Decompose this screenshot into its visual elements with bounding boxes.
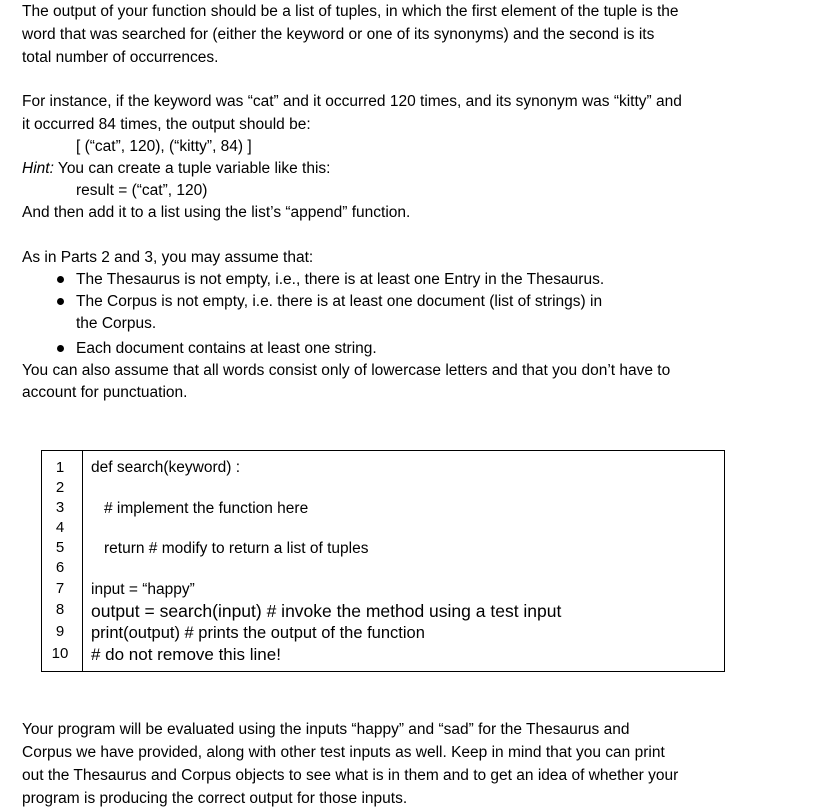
line-number: 9	[55, 623, 65, 640]
code-gutter-divider	[82, 450, 83, 672]
line-number: 10	[51, 645, 69, 662]
closing-line-2: Corpus we have provided, along with other test inputs as well. Keep in mind that you can print	[22, 744, 665, 761]
bullet-item-3: Each document contains at least one string.	[76, 340, 377, 357]
assumptions-extra-2: account for punctuation.	[22, 384, 188, 401]
line-number: 7	[55, 580, 65, 597]
code-line-comment: # do not remove this line!	[91, 645, 281, 664]
hint-line	[22, 158, 330, 180]
assumptions-intro: As in Parts 2 and 3, you may assume that:	[22, 249, 314, 266]
assumptions-extra-1: You can also assume that all words consist only of lowercase letters and that you don’t have to	[22, 362, 671, 379]
bullet-item-2-cont: the Corpus.	[76, 315, 157, 332]
hint-label: Hint:	[22, 160, 54, 177]
line-number: 2	[55, 479, 65, 496]
hint-text: You can create a tuple variable like this:	[53, 160, 331, 177]
intro-line-2: word that was searched for (either the keyword or one of its synonyms) and the second is its	[22, 26, 655, 43]
code-line-print: print(output) # prints the output of the function	[91, 624, 425, 642]
line-number: 8	[55, 601, 65, 618]
closing-line-3: out the Thesaurus and Corpus objects to see what is in them and to get an idea of whether your	[22, 767, 679, 784]
append-line: And then add it to a list using the list’s “append” function.	[22, 204, 411, 221]
example-line-1: For instance, if the keyword was “cat” and it occurred 120 times, and its synonym was “kitty” and	[22, 93, 682, 110]
bullet-dot-icon	[57, 276, 64, 283]
closing-line-4: program is producing the correct output for those inputs.	[22, 790, 408, 807]
closing-line-1: Your program will be evaluated using the inputs “happy” and “sad” for the Thesaurus and	[22, 721, 630, 738]
line-number: 3	[55, 499, 65, 516]
hint-code: result = (“cat”, 120)	[76, 182, 208, 199]
line-number: 6	[55, 559, 65, 576]
line-number: 1	[55, 459, 65, 476]
code-line-output: output = search(input) # invoke the method using a test input	[91, 601, 562, 621]
code-line-implement: # implement the function here	[104, 500, 309, 517]
line-number: 5	[55, 539, 65, 556]
line-number: 4	[55, 519, 65, 536]
code-line-return: return # modify to return a list of tuples	[104, 540, 369, 557]
bullet-dot-icon	[57, 298, 64, 305]
code-line-def: def search(keyword) :	[91, 459, 241, 476]
intro-line-1: The output of your function should be a list of tuples, in which the first element of the tuple is the	[22, 3, 679, 20]
intro-line-3: total number of occurrences.	[22, 49, 219, 66]
example-output: [ (“cat”, 120), (“kitty”, 84) ]	[76, 138, 252, 155]
bullet-item-1: The Thesaurus is not empty, i.e., there is at least one Entry in the Thesaurus.	[76, 271, 605, 288]
code-line-input: input = “happy”	[91, 581, 195, 598]
bullet-dot-icon	[57, 345, 64, 352]
example-line-2: it occurred 84 times, the output should be:	[22, 116, 311, 133]
bullet-item-2: The Corpus is not empty, i.e. there is at least one document (list of strings) in	[76, 293, 603, 310]
